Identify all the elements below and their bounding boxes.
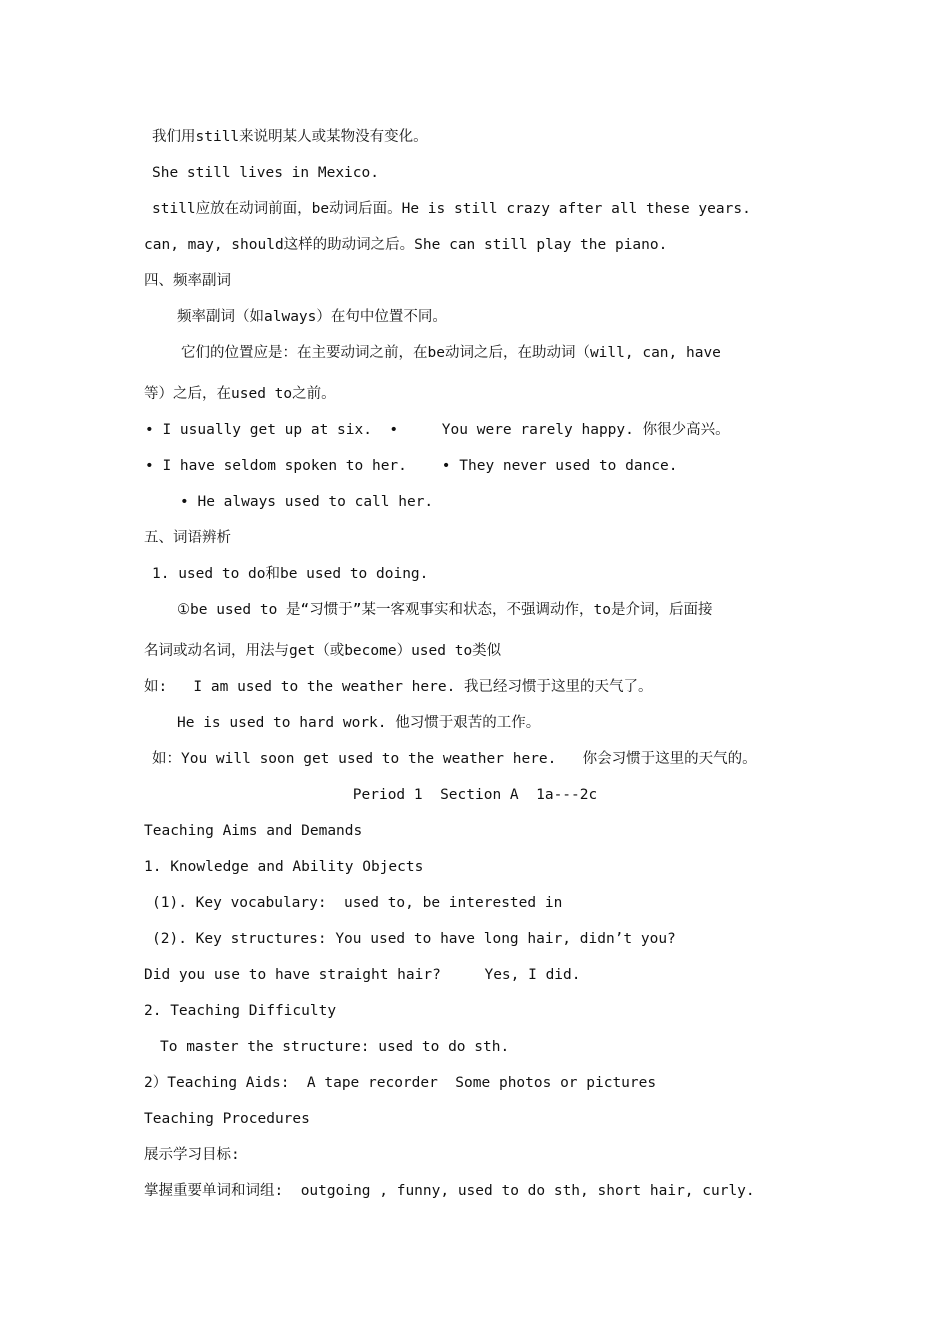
text-line: 2. Teaching Difficulty (144, 1003, 337, 1019)
bullet-line: • He always used to call her. (180, 494, 434, 510)
example-line: He is used to hard work. 他习惯于艰苦的工作。 (177, 715, 541, 731)
text-line: (1). Key vocabulary: used to, be interested in (152, 895, 563, 911)
text-line: 1. used to do和be used to doing. (152, 566, 429, 582)
text-line: can, may, should这样的助动词之后。She can still play the piano. (144, 237, 668, 253)
text-line: 1. Knowledge and Ability Objects (144, 859, 424, 875)
text-line: 等）之后，在used to之前。 (144, 386, 336, 402)
section-heading: 五、词语辨析 (144, 530, 231, 546)
text-line: 频率副词（如always）在句中位置不同。 (177, 309, 447, 325)
text-line: 名词或动名词，用法与get（或become）used to类似 (144, 643, 502, 659)
text-line: 我们用still来说明某人或某物没有变化。 (152, 129, 428, 145)
example-line: 如: I am used to the weather here. 我已经习惯于这里的天气了。 (144, 679, 653, 695)
bullet-line: • I have seldom spoken to her. • They never used to dance. (145, 458, 678, 474)
text-line: 掌握重要单词和词组: outgoing , funny, used to do sth, short hair, curly. (144, 1183, 755, 1199)
section-heading: 四、频率副词 (144, 273, 231, 289)
text-line: (2). Key structures: You used to have long hair, didn’t you? (152, 931, 676, 947)
text-line: To master the structure: used to do sth. (160, 1039, 510, 1055)
period-title: Period 1 Section A 1a---2c (352, 787, 598, 803)
text-line: ①be used to 是“习惯于”某一客观事实和状态，不强调动作，to是介词，后面接 (177, 602, 713, 618)
text-line: She still lives in Mexico. (152, 165, 379, 181)
text-line: 展示学习目标: (144, 1147, 240, 1163)
text-line: still应放在动词前面，be动词后面。He is still crazy after all these years. (152, 201, 751, 217)
text-line: Teaching Procedures (144, 1111, 310, 1127)
text-line: Did you use to have straight hair? Yes, I did. (144, 967, 581, 983)
text-line: 它们的位置应是：在主要动词之前，在be动词之后，在助动词（will, can, have (181, 345, 721, 361)
text-line: Teaching Aims and Demands (144, 823, 363, 839)
text-line: 2）Teaching Aids: A tape recorder Some photos or pictures (144, 1075, 657, 1091)
example-line: 如：You will soon get used to the weather here. 你会习惯于这里的天气的。 (152, 751, 757, 767)
bullet-line: • I usually get up at six. • You were rarely happy. 你很少高兴。 (145, 422, 730, 438)
